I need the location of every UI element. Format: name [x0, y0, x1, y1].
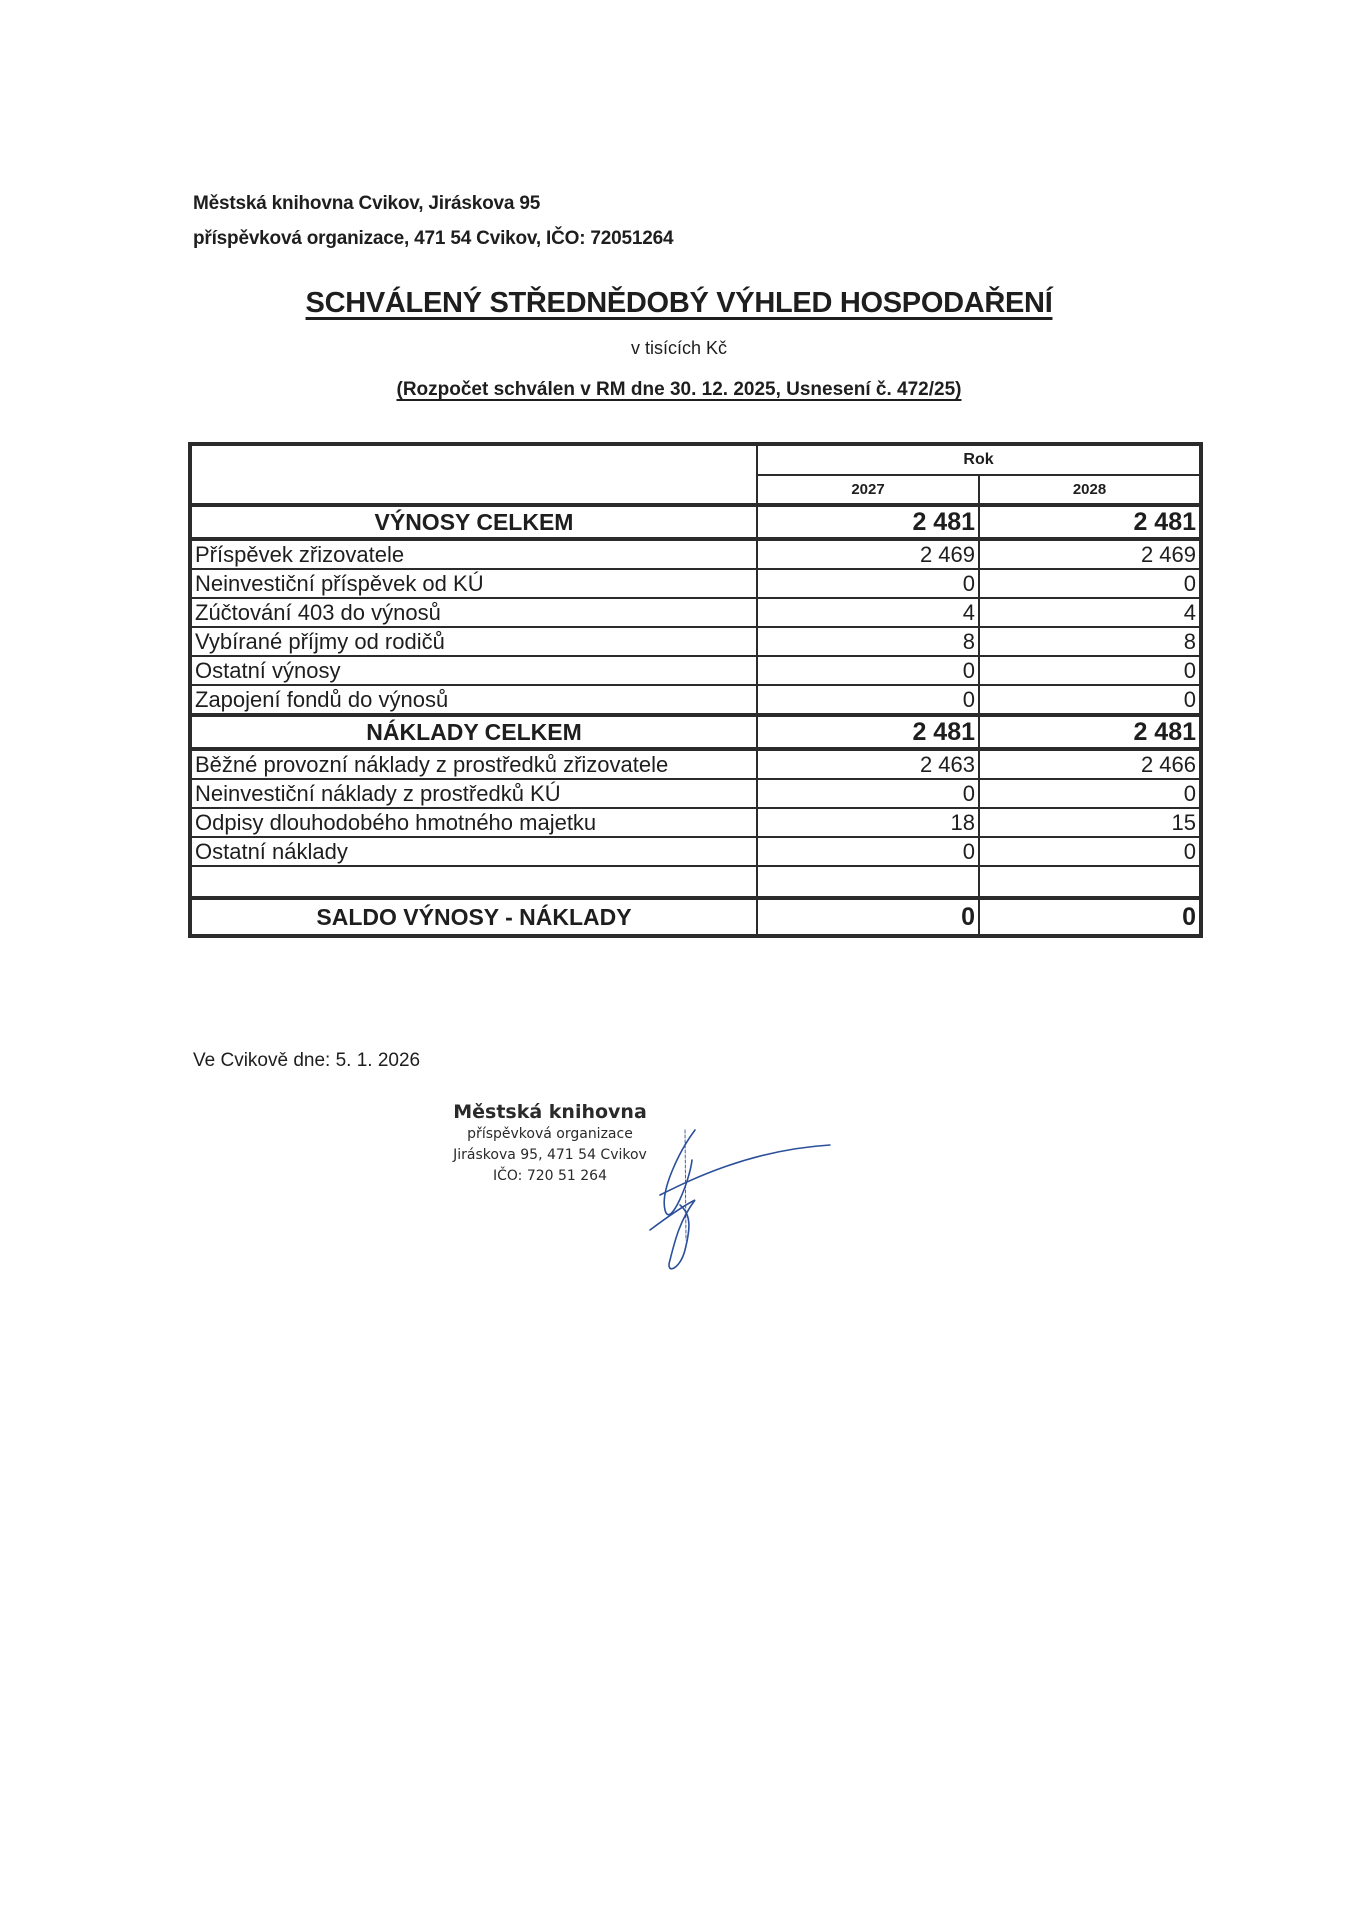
blank-cell [979, 866, 1201, 898]
place-and-date: Ve Cvikově dne: 5. 1. 2026 [193, 1050, 421, 1071]
row-label: Zúčtování 403 do výnosů [190, 598, 757, 627]
value-2027: 0 [757, 569, 979, 598]
balance-row [190, 898, 1201, 936]
value-2028: 0 [979, 837, 1201, 866]
revenue-total-row [190, 505, 1201, 539]
table-row [190, 656, 1201, 685]
row-label: Běžné provozní náklady z prostředků zřizovatele [190, 749, 757, 779]
header-empty-cell [190, 444, 757, 505]
row-label: VÝNOSY CELKEM [190, 505, 757, 539]
table-row [190, 808, 1201, 837]
value-2028: 8 [979, 627, 1201, 656]
stamp-line: IČO: 720 51 264 [492, 1168, 607, 1184]
approval-note-text: (Rozpočet schválen v RM dne 30. 12. 2025, Usnesení č. 472/25) [396, 379, 962, 400]
row-label: NÁKLADY CELKEM [190, 715, 757, 749]
blank-cell [190, 866, 757, 898]
blank-cell [757, 866, 979, 898]
row-label: Neinvestiční náklady z prostředků KÚ [190, 779, 757, 808]
cost-total-row [190, 715, 1201, 749]
row-label: SALDO VÝNOSY - NÁKLADY [190, 898, 757, 936]
document-title [0, 287, 1358, 320]
table-header-row [190, 444, 1201, 475]
value-2028: 0 [979, 898, 1201, 936]
stamp-line: Jiráskova 95, 471 54 Cvikov [453, 1147, 647, 1163]
value-2028: 4 [979, 598, 1201, 627]
value-2027: 8 [757, 627, 979, 656]
year-header-2027: 2027 [757, 475, 979, 505]
value-2027: 2 463 [757, 749, 979, 779]
value-2027: 2 469 [757, 539, 979, 569]
value-2028: 2 481 [979, 715, 1201, 749]
value-2028: 0 [979, 656, 1201, 685]
value-2028: 0 [979, 779, 1201, 808]
unit-note: v tisících Kč [630, 338, 728, 358]
row-label: Příspěvek zřizovatele [190, 539, 757, 569]
row-label: Zapojení fondů do výnosů [190, 685, 757, 715]
organization-name: Městská knihovna Cvikov, Jiráskova 95 [193, 193, 541, 214]
organization-details: příspěvková organizace, 471 54 Cvikov, IČO: 72051264 [193, 228, 674, 249]
value-2028: 0 [979, 685, 1201, 715]
row-label: Vybírané příjmy od rodičů [190, 627, 757, 656]
table-row [190, 598, 1201, 627]
value-2027: 0 [757, 898, 979, 936]
row-label: Odpisy dlouhodobého hmotného majetku [190, 808, 757, 837]
handwritten-signature [620, 1120, 840, 1280]
table-row [190, 685, 1201, 715]
table-row [190, 837, 1201, 866]
row-label: Ostatní náklady [190, 837, 757, 866]
value-2027: 18 [757, 808, 979, 837]
value-2028: 2 466 [979, 749, 1201, 779]
value-2027: 0 [757, 656, 979, 685]
table-row [190, 779, 1201, 808]
value-2027: 4 [757, 598, 979, 627]
table-row [190, 569, 1201, 598]
signature-strokes [650, 1130, 830, 1269]
row-label: Ostatní výnosy [190, 656, 757, 685]
stamp-line: Městská knihovna [453, 1101, 647, 1123]
document-title-text: SCHVÁLENÝ STŘEDNĚDOBÝ VÝHLED HOSPODAŘENÍ [305, 287, 1053, 319]
value-2028: 0 [979, 569, 1201, 598]
value-2027: 2 481 [757, 505, 979, 539]
value-2027: 0 [757, 779, 979, 808]
approval-note [0, 379, 1358, 401]
budget-table [188, 442, 1203, 938]
value-2028: 15 [979, 808, 1201, 837]
table-row [190, 627, 1201, 656]
value-2027: 2 481 [757, 715, 979, 749]
value-2028: 2 469 [979, 539, 1201, 569]
row-label: Neinvestiční příspěvek od KÚ [190, 569, 757, 598]
table-row [190, 749, 1201, 779]
value-2027: 0 [757, 685, 979, 715]
value-2027: 0 [757, 837, 979, 866]
value-2028: 2 481 [979, 505, 1201, 539]
year-group-header: Rok [757, 444, 1201, 475]
blank-row [190, 866, 1201, 898]
year-header-2028: 2028 [979, 475, 1201, 505]
table-row [190, 539, 1201, 569]
stamp-line: příspěvková organizace [467, 1126, 633, 1142]
